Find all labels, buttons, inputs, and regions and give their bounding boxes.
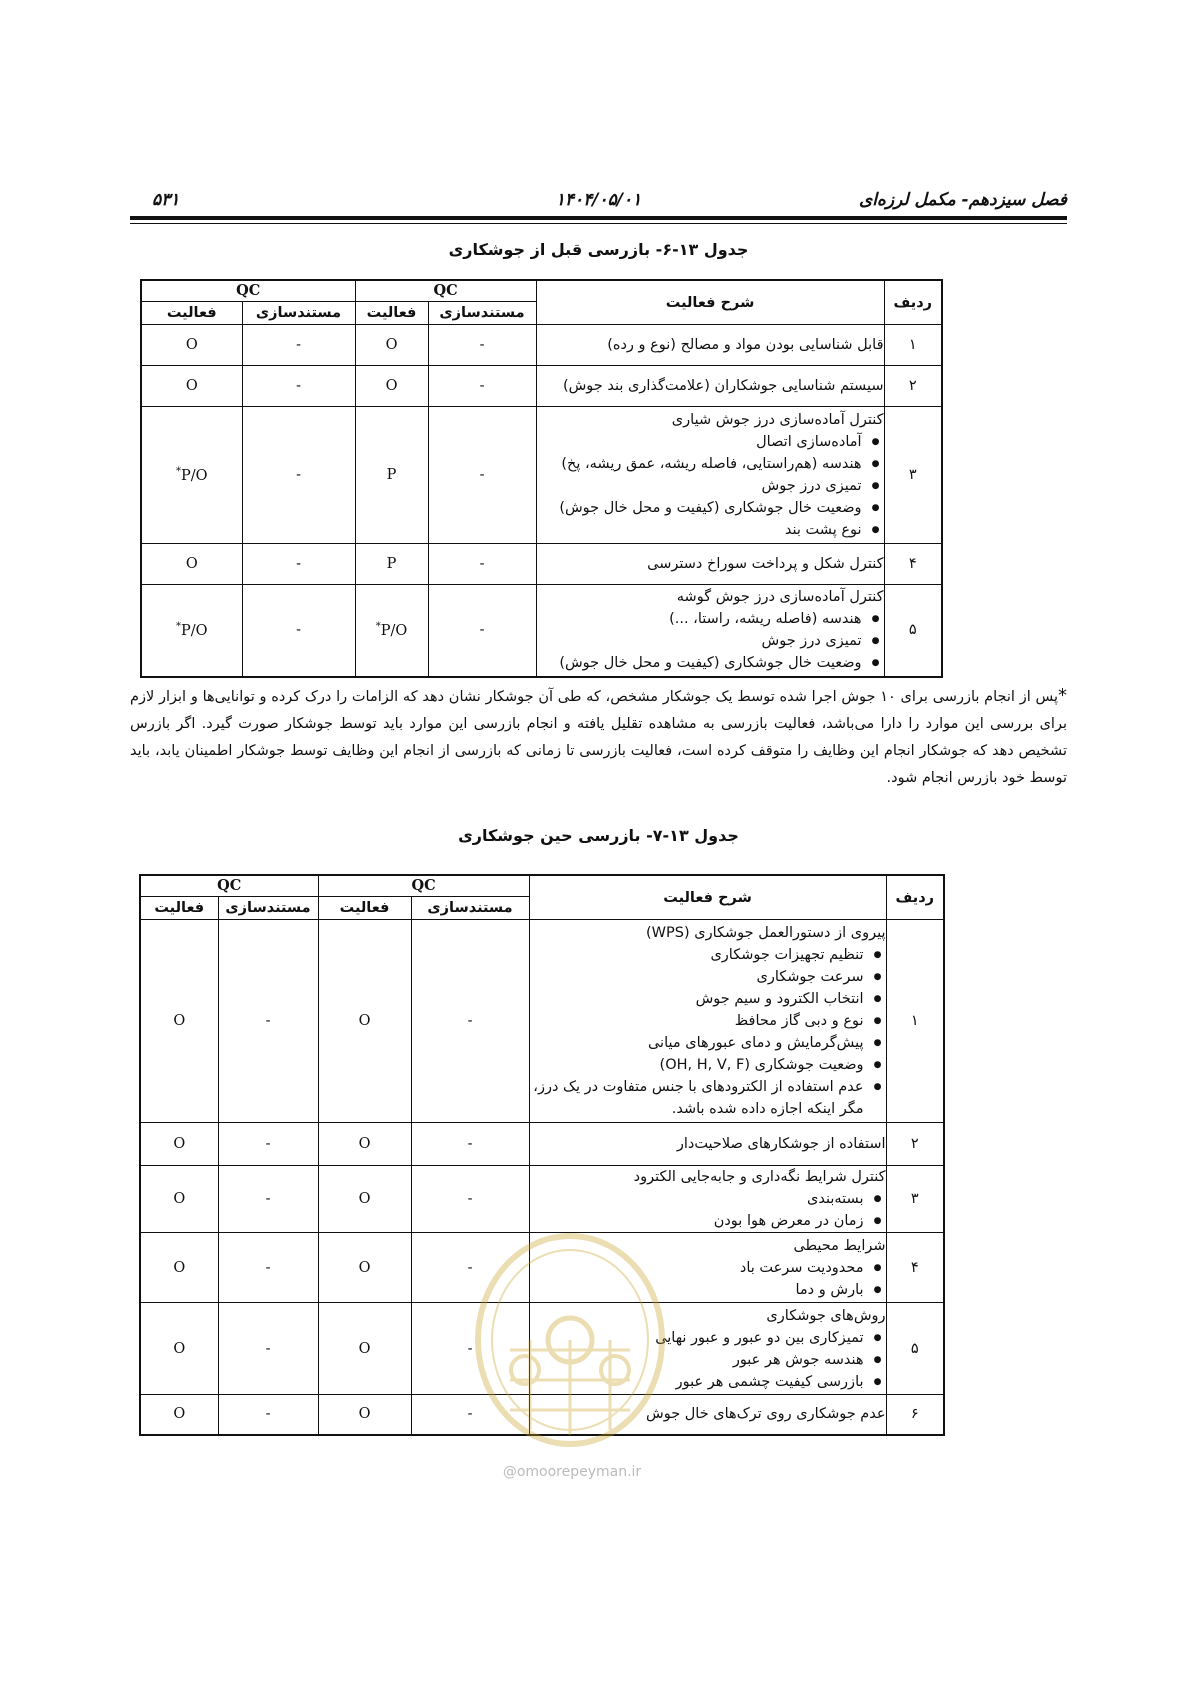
page-header — [130, 184, 1067, 214]
qc1-act-cell — [355, 585, 428, 677]
qc2-doc-cell: - — [242, 585, 355, 677]
qc1-doc-cell: - — [411, 920, 529, 1123]
bullet-item: ● بازرسی کیفیت چشمی هر عبور — [530, 1371, 886, 1393]
row-description — [536, 407, 884, 544]
row-description — [529, 920, 886, 1123]
qc1-doc-cell: - — [411, 1233, 529, 1303]
qc1-doc-cell: - — [428, 366, 536, 407]
qc2-doc-cell: - — [242, 325, 355, 366]
qc2-act-header: فعالیت — [141, 302, 242, 325]
row-title: کنترل آماده‌سازی درز جوش شیاری — [671, 412, 884, 428]
row-number: ۵ — [884, 585, 942, 677]
qc2-doc-cell: - — [242, 366, 355, 407]
table-row — [140, 1123, 944, 1166]
row-number: ۱ — [884, 325, 942, 366]
table-row — [141, 407, 942, 544]
bullet-item: ● وضعیت خال جوشکاری (کیفیت و محل خال جوش) — [537, 497, 884, 519]
col-desc-header: شرح فعالیت — [536, 280, 884, 325]
row-number: ۴ — [884, 544, 942, 585]
qc2-doc-cell: - — [218, 1395, 318, 1435]
row-number: ۲ — [886, 1123, 944, 1166]
row-title: کنترل آماده‌سازی درز جوش گوشه — [676, 589, 884, 606]
qc2-act-cell: O — [140, 1123, 218, 1166]
qc1-act-cell: O — [355, 325, 428, 366]
qc1-doc-header: مستندسازی — [428, 302, 536, 325]
row-number: ۱ — [886, 920, 944, 1123]
row-description — [529, 1303, 886, 1395]
qc2-doc-cell: - — [242, 407, 355, 544]
qc2-act-header: فعالیت — [140, 897, 218, 920]
bullet-item: ● تنظیم تجهیزات جوشکاری — [530, 944, 886, 966]
qc2-act-cell: O — [141, 544, 242, 585]
cell-value: P/O — [180, 467, 208, 484]
qc2-doc-cell: - — [218, 1166, 318, 1233]
row-title: سیستم شناسایی جوشکاران (علامت‌گذاری بند جوش) — [562, 378, 884, 394]
bullet-list — [537, 608, 884, 674]
footnote-marker: * — [175, 621, 181, 633]
row-number: ۶ — [886, 1395, 944, 1435]
page-date: ۱۴۰۴/۰۵/۰۱ — [555, 190, 642, 210]
row-description — [529, 1123, 886, 1166]
bullet-item: ● انتخاب الکترود و سیم جوش — [530, 988, 886, 1010]
qc1-header: QC — [355, 280, 536, 302]
header-rule-thick — [130, 216, 1067, 220]
cell-value: P/O — [380, 623, 408, 640]
bullet-item: ● محدودیت سرعت باد — [530, 1257, 886, 1279]
qc1-doc-cell: - — [428, 544, 536, 585]
qc2-header: QC — [141, 280, 355, 302]
qc1-act-cell: O — [318, 1166, 411, 1233]
footnote-marker: * — [375, 621, 381, 633]
bullet-item: ● نوع پشت بند — [537, 519, 884, 541]
qc1-doc-header: مستندسازی — [411, 897, 529, 920]
bullet-list — [537, 431, 884, 541]
table1-caption: جدول ۱۳-۶- بازرسی قبل از جوشکاری — [448, 240, 749, 259]
row-description — [529, 1395, 886, 1435]
bullet-item: ● آماده‌سازی اتصال — [537, 431, 884, 453]
row-number: ۴ — [886, 1233, 944, 1303]
table-row — [140, 1303, 944, 1395]
qc1-act-cell: O — [318, 1233, 411, 1303]
bullet-item: ● هندسه (فاصله ریشه، راستا، ...) — [537, 608, 884, 630]
qc1-act-header: فعالیت — [318, 897, 411, 920]
footnote — [130, 682, 1067, 792]
bullet-item: ● عدم استفاده از الکترودهای با جنس متفاوت در یک درز، مگر اینکه اجازه داده شده باشد. — [530, 1076, 886, 1120]
qc2-doc-cell: - — [218, 1233, 318, 1303]
qc2-act-cell: O — [140, 920, 218, 1123]
qc2-act-cell: O — [141, 325, 242, 366]
qc2-header: QC — [140, 875, 318, 897]
row-number: ۵ — [886, 1303, 944, 1395]
header-rule-thin — [130, 223, 1067, 224]
cell-value: P/O — [180, 623, 208, 640]
qc1-doc-cell: - — [428, 325, 536, 366]
bullet-list — [530, 1257, 886, 1301]
qc1-doc-cell: - — [411, 1166, 529, 1233]
bullet-item: ● نوع و دبی گاز محافظ — [530, 1010, 886, 1032]
qc2-doc-cell: - — [218, 1123, 318, 1166]
bullet-item: ● سرعت جوشکاری — [530, 966, 886, 988]
row-title: پیروی از دستورالعمل جوشکاری (WPS) — [646, 925, 886, 941]
row-description — [536, 585, 884, 677]
table-row — [141, 366, 942, 407]
qc1-doc-cell: - — [411, 1303, 529, 1395]
bullet-item: ● زمان در معرض هوا بودن — [530, 1210, 886, 1232]
page-number: ۵۳۱ — [152, 190, 180, 210]
row-description — [536, 325, 884, 366]
table-row — [141, 585, 942, 677]
table-row — [140, 1233, 944, 1303]
bullet-item: ● بسته‌بندی — [530, 1188, 886, 1210]
qc1-doc-cell: - — [428, 407, 536, 544]
qc1-doc-cell: - — [428, 585, 536, 677]
row-description — [536, 366, 884, 407]
qc2-act-cell — [141, 407, 242, 544]
qc2-doc-header: مستندسازی — [218, 897, 318, 920]
table-row — [140, 1166, 944, 1233]
footnote-text: پس از انجام بازرسی برای ۱۰ جوش اجرا شده توسط یک جوشکار مشخص، که طی آن جوشکار نشان دهد که الزامات را درک کرده و توانایی‌ها و ابزار لازم برای بررسی این موارد را دارا می‌باشد، فعالیت بازرسی به مشاهده تقلیل یافته و انجام بازرسی این موارد باید توسط جوشکار صورت گیرد. اگر بازرس تشخیص دهد که جوشکار انجام این وظایف را متوقف کرده است، فعالیت بازرسی تا زمانی که بازرسی از انجام این وظایف توسط جوشکار اطمینان یابد، باید توسط خود بازرس انجام شود. — [130, 689, 1067, 786]
bullet-item: ● پیش‌گرمایش و دمای عبورهای میانی — [530, 1032, 886, 1054]
bullet-item: ● تمیزی درز جوش — [537, 475, 884, 497]
qc2-doc-cell: - — [242, 544, 355, 585]
qc1-act-cell: O — [318, 1303, 411, 1395]
row-title: کنترل شرایط نگه‌داری و جابه‌جایی الکترود — [633, 1169, 886, 1185]
at-icon: @ — [502, 1464, 517, 1480]
bullet-item: ● تمیزکاری بین دو عبور و عبور نهایی — [530, 1327, 886, 1349]
table2 — [139, 874, 945, 1436]
table2-caption: جدول ۱۳-۷- بازرسی حین جوشکاری — [458, 826, 739, 845]
row-number: ۲ — [884, 366, 942, 407]
col-desc-header: شرح فعالیت — [529, 875, 886, 920]
qc2-act-cell: O — [140, 1233, 218, 1303]
qc2-act-cell — [141, 585, 242, 677]
table-row — [140, 920, 944, 1123]
bullet-list — [530, 1188, 886, 1232]
watermark-url: @omoorepeyman.ir — [502, 1464, 642, 1480]
qc2-doc-cell: - — [218, 1303, 318, 1395]
row-title: قابل شناسایی بودن مواد و مصالح (نوع و رده) — [607, 337, 884, 353]
bullet-item: ● هندسه (هم‌راستایی، فاصله ریشه، عمق ریشه، پخ) — [537, 453, 884, 475]
table-row — [140, 1395, 944, 1435]
row-title: عدم جوشکاری روی ترک‌های خال جوش — [646, 1406, 886, 1423]
table1 — [140, 279, 943, 678]
qc2-act-cell: O — [140, 1303, 218, 1395]
qc2-doc-cell: - — [218, 920, 318, 1123]
qc1-act-cell: P — [355, 544, 428, 585]
row-title: شرایط محیطی — [793, 1237, 886, 1254]
footnote-star: * — [1058, 685, 1067, 706]
table-row — [141, 325, 942, 366]
qc1-act-cell: P — [355, 407, 428, 544]
row-description — [536, 544, 884, 585]
bullet-item: ● تمیزی درز جوش — [537, 630, 884, 652]
qc1-act-cell: O — [318, 1123, 411, 1166]
bullet-item: ● وضعیت خال جوشکاری (کیفیت و محل خال جوش) — [537, 652, 884, 674]
row-title: استفاده از جوشکارهای صلاحیت‌دار — [676, 1136, 886, 1152]
qc1-act-cell: O — [318, 1395, 411, 1435]
qc2-doc-header: مستندسازی — [242, 302, 355, 325]
row-number: ۳ — [886, 1166, 944, 1233]
row-title: کنترل شکل و پرداخت سوراخ دسترسی — [647, 556, 884, 572]
col-row-header: ردیف — [884, 280, 942, 325]
qc1-doc-cell: - — [411, 1395, 529, 1435]
row-description — [529, 1233, 886, 1303]
qc1-act-header: فعالیت — [355, 302, 428, 325]
qc2-act-cell: O — [141, 366, 242, 407]
bullet-list — [530, 1327, 886, 1393]
row-number: ۳ — [884, 407, 942, 544]
bullet-list — [530, 944, 886, 1120]
qc2-act-cell: O — [140, 1166, 218, 1233]
bullet-item: ● هندسه جوش هر عبور — [530, 1349, 886, 1371]
chapter-title: فصل سیزدهم- مکمل لرزه‌ای — [858, 190, 1067, 210]
row-title: روش‌های جوشکاری — [766, 1307, 886, 1324]
row-description — [529, 1166, 886, 1233]
qc2-act-cell: O — [140, 1395, 218, 1435]
table-row — [141, 544, 942, 585]
qc1-act-cell: O — [355, 366, 428, 407]
qc1-act-cell: O — [318, 920, 411, 1123]
bullet-item: ● وضعیت جوشکاری (OH, H, V, F) — [530, 1054, 886, 1076]
bullet-item: ● بارش و دما — [530, 1279, 886, 1301]
qc1-header: QC — [318, 875, 529, 897]
footnote-marker: * — [175, 466, 181, 478]
qc1-doc-cell: - — [411, 1123, 529, 1166]
col-row-header: ردیف — [886, 875, 944, 920]
